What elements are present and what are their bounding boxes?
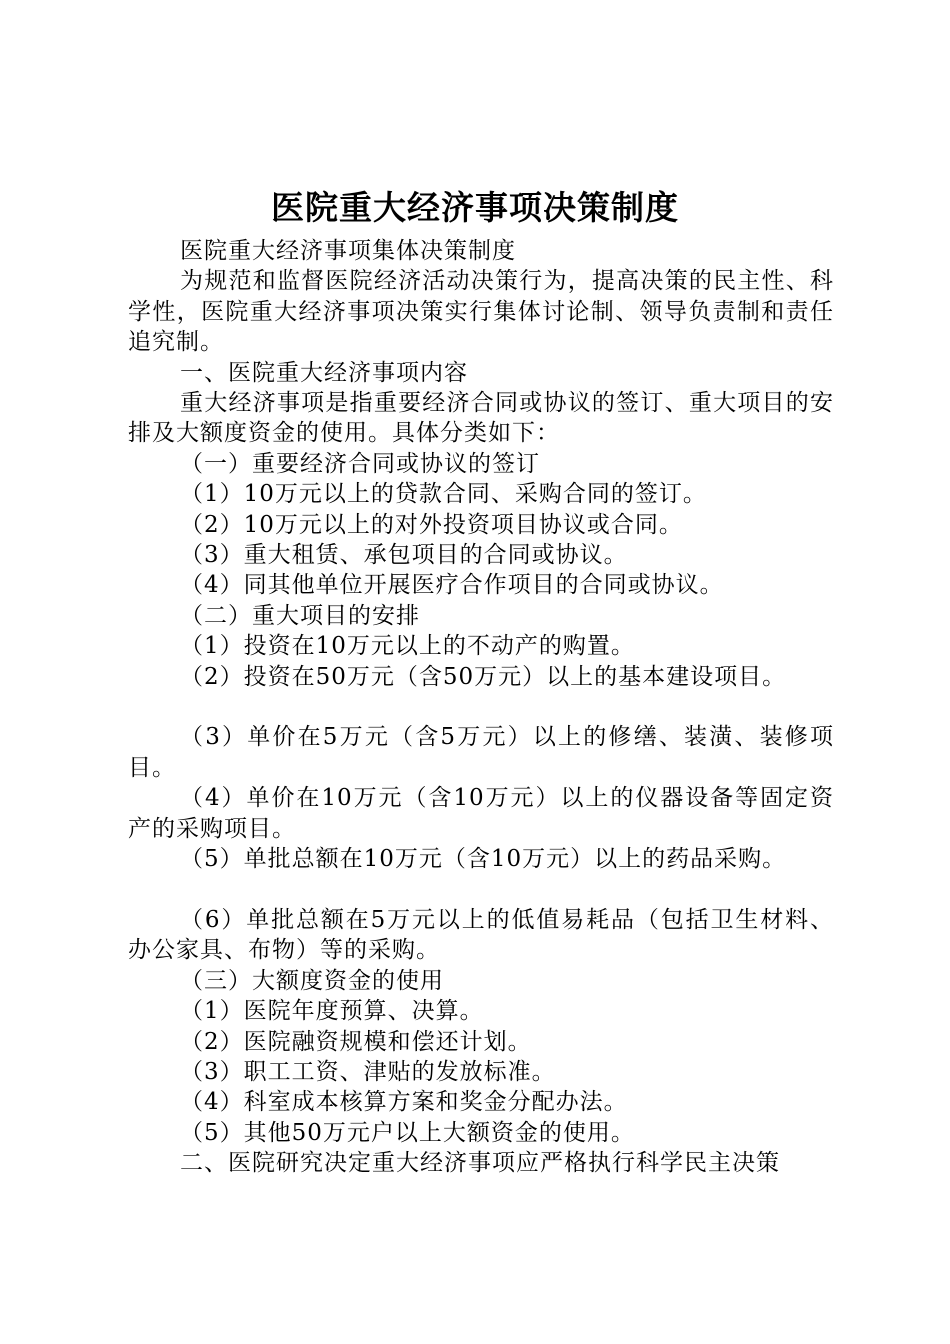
paragraph-subtitle: 医院重大经济事项集体决策制度	[180, 238, 516, 264]
list-item: （5）其他50万元户以上大额资金的使用。	[180, 1119, 635, 1146]
subsection-heading-1: （一）重要经济合同或协议的签订	[180, 450, 540, 477]
list-item: （3）重大租赁、承包项目的合同或协议。	[180, 542, 628, 569]
list-item: （3）职工工资、津贴的发放标准。	[180, 1058, 556, 1085]
list-item: （2）10万元以上的对外投资项目协议或合同。	[180, 511, 683, 538]
paragraph-intro: 为规范和监督医院经济活动决策行为，提高决策的民主性、科学性，医院重大经济事项决策实行集体讨论制、领导负责制和责任追究制。	[128, 268, 834, 356]
list-item: （6）单批总额在5万元以上的低值易耗品（包括卫生材料、办公家具、布物）等的采购。	[128, 906, 834, 964]
list-item: （2）医院融资规模和偿还计划。	[180, 1028, 532, 1055]
section-heading-2: 二、医院研究决定重大经济事项应严格执行科学民主决策	[180, 1150, 780, 1177]
subsection-heading-3: （三）大额度资金的使用	[180, 967, 444, 994]
list-item: （4）科室成本核算方案和奖金分配办法。	[180, 1089, 628, 1116]
list-item: （1）10万元以上的贷款合同、采购合同的签订。	[180, 481, 707, 508]
list-item: （3）单价在5万元（含5万元）以上的修缮、装潢、装修项目。	[128, 724, 834, 781]
list-item: （5）单批总额在10万元（含10万元）以上的药品采购。	[180, 846, 787, 873]
list-item: （2）投资在50万元（含50万元）以上的基本建设项目。	[180, 663, 787, 690]
list-item: （1）投资在10万元以上的不动产的购置。	[180, 633, 635, 660]
section-heading-1: 一、医院重大经济事项内容	[180, 359, 468, 386]
list-item: （4）单价在10万元（含10万元）以上的仪器设备等固定资产的采购项目。	[128, 785, 834, 842]
paragraph-definition: 重大经济事项是指重要经济合同或协议的签订、重大项目的安排及大额度资金的使用。具体分类如下：	[128, 390, 834, 447]
document-title: 医院重大经济事项决策制度	[271, 188, 679, 227]
subsection-heading-2: （二）重大项目的安排	[180, 602, 420, 629]
list-item: （4）同其他单位开展医疗合作项目的合同或协议。	[180, 572, 724, 599]
list-item: （1）医院年度预算、决算。	[180, 998, 484, 1025]
document-body	[128, 236, 834, 1179]
